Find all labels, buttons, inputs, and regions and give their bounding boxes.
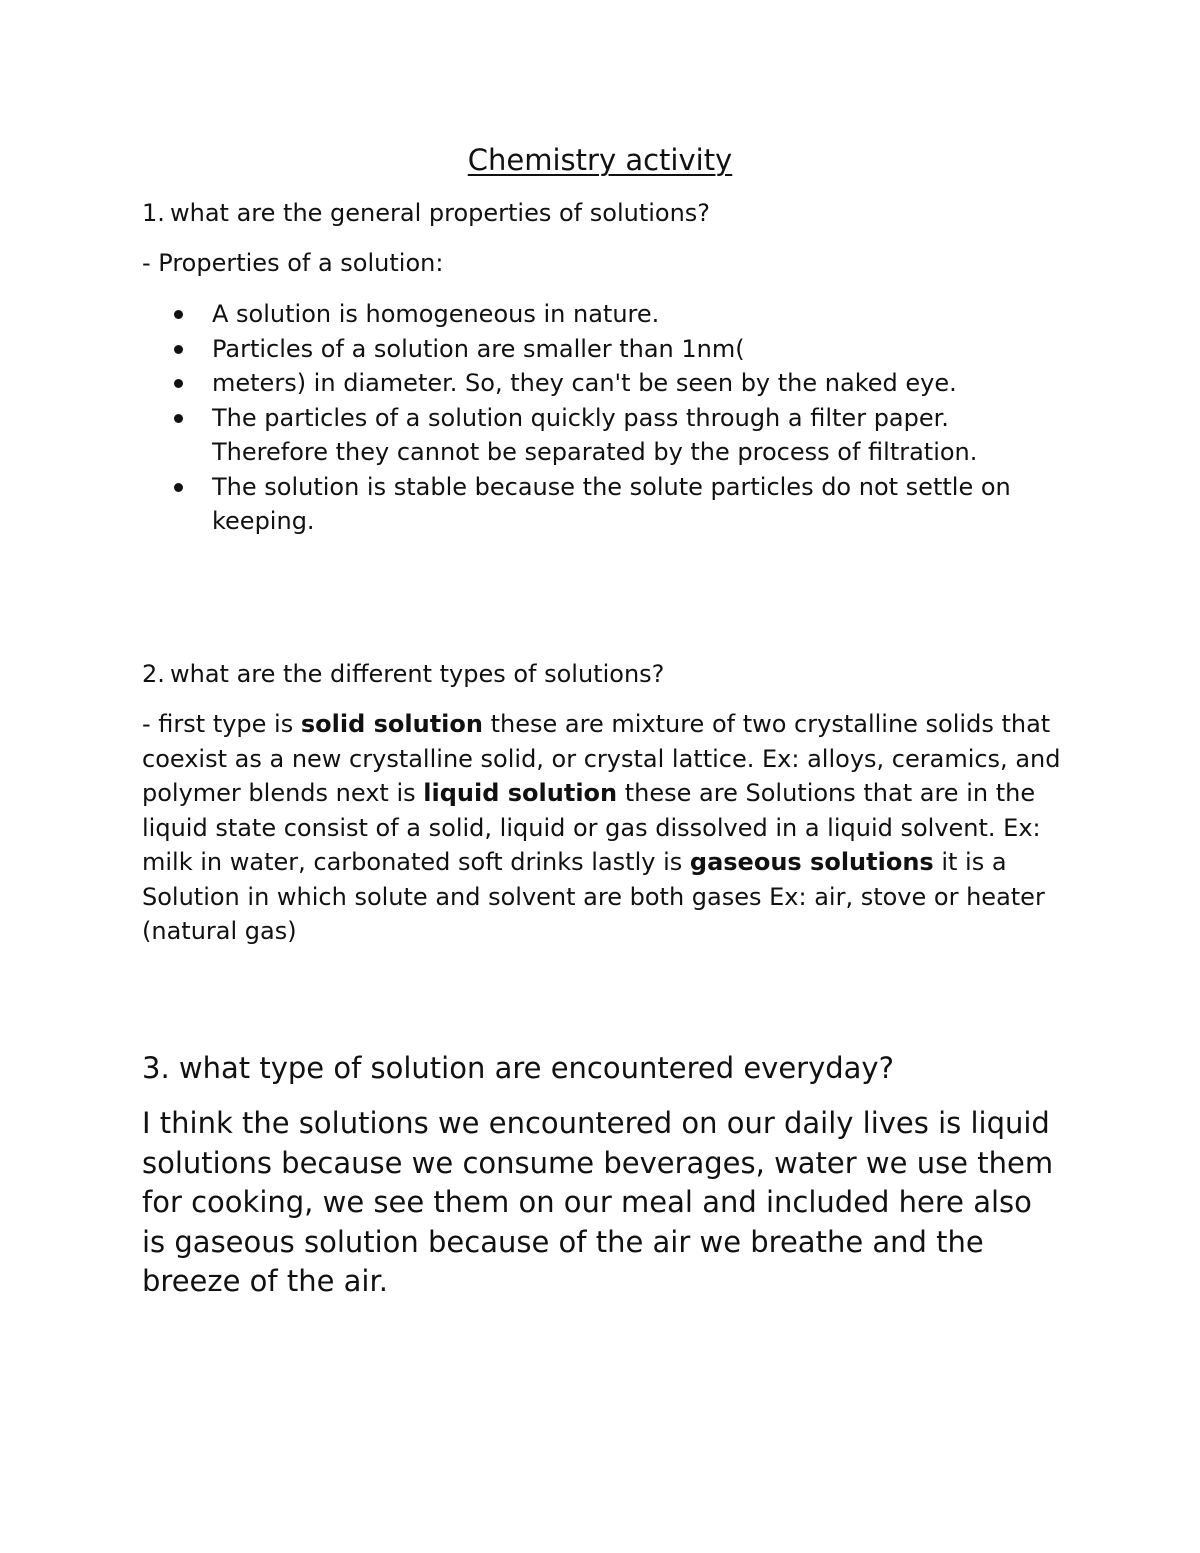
answer-2-text-2: these are mixture of two crystalline solids that coexist as a new crystalline solid, or crystal lattice. Ex: alloys, ceramics, and polymer blends next is [142, 710, 1061, 807]
list-item-text: The solution is stable because the solute particles do not settle on keeping. [212, 472, 1011, 535]
question-2-text: what are the different types of solutions? [170, 660, 665, 688]
list-item [142, 332, 1072, 367]
list-item-text: Particles of a solution are smaller than 1nm( [212, 334, 745, 363]
question-3: 3. what type of solution are encountered everyday? [142, 1051, 894, 1085]
list-item-text: The particles of a solution quickly pass through a filter paper. Therefore they cannot be separated by the process of filtration. [212, 403, 978, 466]
question-1-number: 1. [142, 199, 165, 227]
question-2-number: 2. [142, 660, 165, 688]
list-item-text: A solution is homogeneous in nature. [212, 300, 660, 328]
liquid-solution-term: liquid solution [423, 779, 618, 807]
answer-2-text-4: it is a Solution in which solute and solvent are both gases Ex: air, stove or heater (natural gas) [142, 848, 1045, 945]
list-item [142, 366, 1072, 401]
question-1 [142, 197, 710, 229]
bullet-icon [174, 379, 183, 388]
bullet-icon [174, 310, 183, 319]
bullet-icon [174, 414, 183, 423]
title-text: Chemistry activity [467, 143, 733, 177]
document-title [0, 141, 1200, 179]
bullet-icon [174, 345, 183, 354]
question-1-answer-intro: - Properties of a solution: [142, 249, 444, 277]
question-2-answer [142, 707, 1067, 949]
properties-list [142, 297, 1072, 539]
answer-2-text-3: these are Solutions that are in the liquid state consist of a solid, liquid or gas dissolved in a liquid solvent. Ex: milk in water, carbonated soft drinks lastly is [142, 779, 1041, 876]
list-item [142, 401, 1072, 470]
question-3-answer: I think the solutions we encountered on our daily lives is liquid solutions because we consume beverages, water we use them for cooking, we see them on our meal and included here also is gaseous solution because of the air we breathe and the breeze of the air. [142, 1106, 1054, 1298]
question-2 [142, 658, 664, 690]
gaseous-solutions-term: gaseous solutions [689, 848, 934, 876]
bullet-icon [174, 483, 183, 492]
list-item [142, 297, 1072, 332]
list-item-text: meters) in diameter. So, they can't be seen by the naked eye. [212, 369, 957, 397]
solid-solution-term: solid solution [300, 710, 483, 738]
answer-2-text-1: - first type is [142, 710, 301, 738]
list-item [142, 470, 1072, 539]
question-1-text: what are the general properties of solutions? [170, 199, 711, 227]
